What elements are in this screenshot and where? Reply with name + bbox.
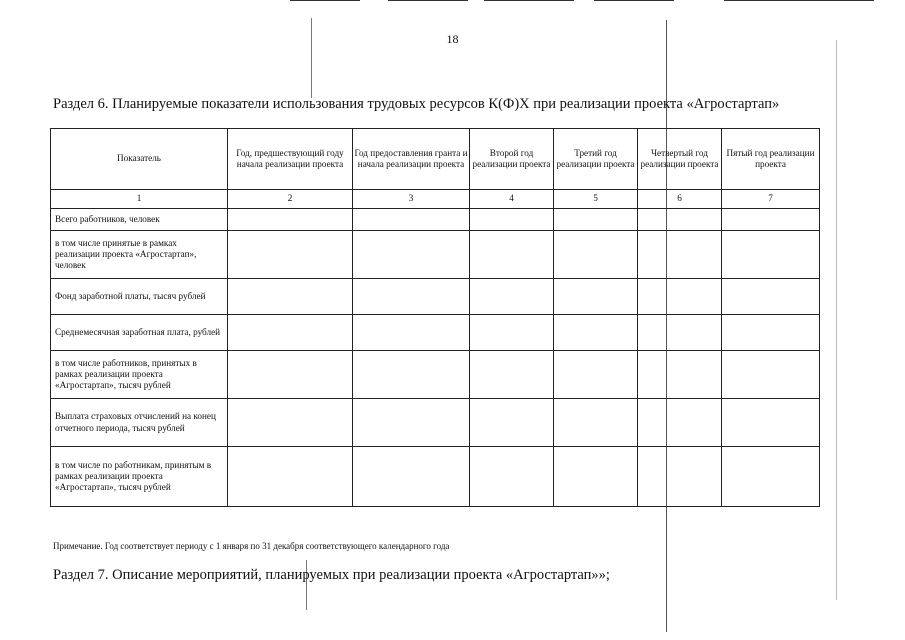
column-number: 3 <box>353 190 470 209</box>
table-cell <box>554 209 638 231</box>
table-cell <box>722 209 820 231</box>
column-number: 1 <box>51 190 228 209</box>
row-label: в том числе принятые в рамках реализации проекта «Агростартап», человек <box>51 231 228 279</box>
table-cell <box>228 399 353 447</box>
table-note: Примечание. Год соответствует периоду с 1 января по 31 декабря соответствующего календарного года <box>53 541 450 551</box>
table-cell <box>554 399 638 447</box>
column-header: Второй год реализации проекта <box>470 129 554 190</box>
column-header: Третий год реализации проекта <box>554 129 638 190</box>
column-number: 7 <box>722 190 820 209</box>
table-cell <box>638 315 722 351</box>
table-cell <box>638 209 722 231</box>
page-number: 18 <box>446 32 459 46</box>
table-cell <box>554 351 638 399</box>
table-row <box>51 279 820 315</box>
column-header: Год, предшествующий году начала реализации проекта <box>228 129 353 190</box>
table-cell <box>228 279 353 315</box>
scan-line-top <box>484 0 574 1</box>
column-number: 6 <box>638 190 722 209</box>
table-cell <box>470 231 554 279</box>
table-cell <box>353 447 470 507</box>
table-cell <box>638 399 722 447</box>
row-label: Выплата страховых отчислений на конец отчетного периода, тысяч рублей <box>51 399 228 447</box>
table-row <box>51 231 820 279</box>
row-label: в том числе по работникам, принятым в рамках реализации проекта «Агростартап», тысяч рублей <box>51 447 228 507</box>
section-6-title: Раздел 6. Планируемые показатели использования трудовых ресурсов К(Ф)Х при реализации проекта «Агростартап» <box>53 96 780 112</box>
table-cell <box>353 231 470 279</box>
table-cell <box>554 447 638 507</box>
column-header: Показатель <box>51 129 228 190</box>
table-cell <box>470 399 554 447</box>
table-cell <box>554 279 638 315</box>
table-cell <box>353 279 470 315</box>
section-7-title: Раздел 7. Описание мероприятий, планируемых при реализации проекта «Агростартап»»; <box>53 567 610 583</box>
scan-line-vertical <box>311 18 312 98</box>
table-cell <box>470 351 554 399</box>
table-row <box>51 351 820 399</box>
scan-line-top <box>388 0 468 1</box>
table-cell <box>554 315 638 351</box>
row-label: в том числе работников, принятых в рамках реализации проекта «Агростартап», тысяч рублей <box>51 351 228 399</box>
table-cell <box>722 447 820 507</box>
table-cell <box>470 209 554 231</box>
table-row <box>51 399 820 447</box>
column-header: Пятый год реализации проекта <box>722 129 820 190</box>
column-number: 5 <box>554 190 638 209</box>
table-cell <box>638 279 722 315</box>
table-cell <box>228 447 353 507</box>
table-cell <box>722 279 820 315</box>
scan-line-vertical <box>836 40 837 600</box>
table-cell <box>722 231 820 279</box>
row-label: Фонд заработной платы, тысяч рублей <box>51 279 228 315</box>
column-number: 4 <box>470 190 554 209</box>
table-cell <box>353 209 470 231</box>
table-cell <box>638 231 722 279</box>
table-cell <box>638 351 722 399</box>
table-cell <box>722 351 820 399</box>
table-cell <box>470 279 554 315</box>
row-label: Всего работников, человек <box>51 209 228 231</box>
table-header-row <box>51 129 820 190</box>
table-cell <box>470 447 554 507</box>
table-cell <box>228 315 353 351</box>
scan-line-top <box>724 0 874 1</box>
table-cell <box>353 399 470 447</box>
table-cell <box>353 315 470 351</box>
labor-indicators-table <box>50 128 820 507</box>
table-row <box>51 315 820 351</box>
column-header: Четвертый год реализации проекта <box>638 129 722 190</box>
scan-line-top <box>290 0 360 1</box>
row-label: Среднемесячная заработная плата, рублей <box>51 315 228 351</box>
column-number: 2 <box>228 190 353 209</box>
scan-line-top <box>594 0 674 1</box>
table-cell <box>722 399 820 447</box>
table-cell <box>353 351 470 399</box>
table-cell <box>228 351 353 399</box>
table-cell <box>470 315 554 351</box>
column-number-row <box>51 190 820 209</box>
table-row <box>51 447 820 507</box>
table-cell <box>638 447 722 507</box>
table-cell <box>228 209 353 231</box>
table-row <box>51 209 820 231</box>
table-cell <box>722 315 820 351</box>
column-header: Год предоставления гранта и начала реализации проекта <box>353 129 470 190</box>
table-cell <box>228 231 353 279</box>
table-cell <box>554 231 638 279</box>
